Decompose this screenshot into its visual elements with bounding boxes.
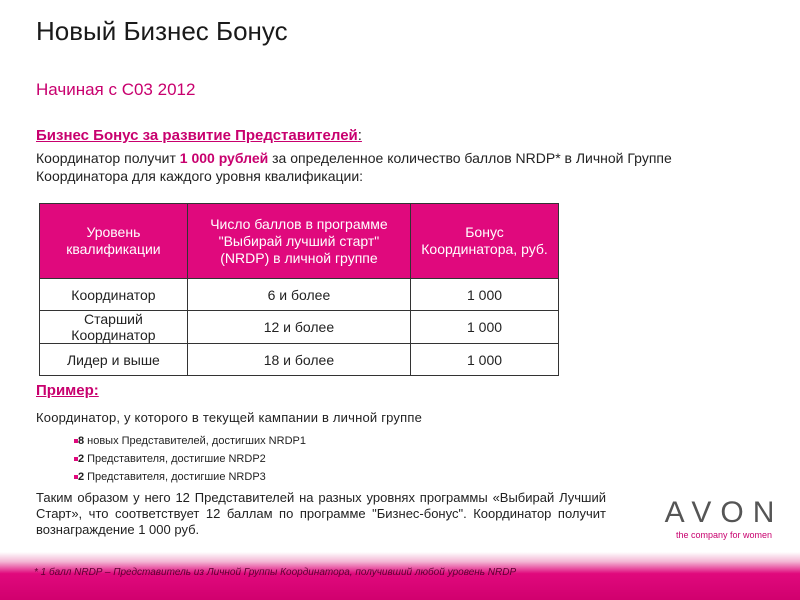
logo-tagline: the company for women <box>675 530 773 540</box>
qualification-table <box>39 203 559 376</box>
avon-logo <box>664 496 784 540</box>
bullet-square-icon <box>74 475 78 479</box>
bullet-text: Представителя, достигшие NRDP2 <box>87 453 266 465</box>
intro-text-after: за определенное количество баллов NRDP* в Личной Группе Координатора для каждого уровня квалификации: <box>36 150 672 184</box>
example-conclusion: Таким образом у него 12 Представителей на разных уровнях программы «Выбирай Лучший Старт», что соответствует 12 баллам по программе "Бизнес-бонус". Координатор получит вознаграждение 1 000 руб. <box>36 490 606 537</box>
bullet-count: 8 <box>78 435 85 447</box>
list-item <box>78 432 306 450</box>
table-row <box>40 311 559 344</box>
intro-paragraph <box>36 149 766 185</box>
footer-footnote: * 1 балл NRDP – Представитель из Личной Группы Координатора, получивший любой уровень NRDP <box>34 567 517 578</box>
section-heading-colon: : <box>357 127 362 144</box>
table-cell-level: Старший Координатор <box>40 311 188 344</box>
table-cell-bonus: 1 000 <box>411 279 559 311</box>
bullet-square-icon <box>74 439 78 443</box>
example-bullet-list <box>78 432 306 486</box>
table-header-points: Число баллов в программе "Выбирай лучший старт" (NRDP) в личной группе <box>187 204 410 279</box>
page-title: Новый Бизнес Бонус <box>36 16 288 46</box>
intro-text-before: Координатор получит <box>36 150 180 166</box>
example-text: Координатор, у которого в текущей кампании в личной группе <box>36 410 423 425</box>
logo-wordmark: AVON <box>664 496 784 529</box>
table-cell-bonus: 1 000 <box>411 311 559 344</box>
table-cell-bonus: 1 000 <box>411 344 559 376</box>
page-subtitle: Начиная с С03 2012 <box>36 80 196 99</box>
table-cell-level: Лидер и выше <box>40 344 188 376</box>
table-cell-points: 6 и более <box>187 279 410 311</box>
list-item <box>78 468 306 486</box>
bullet-text: новых Представителей, достигших NRDP1 <box>87 435 306 447</box>
table-cell-points: 18 и более <box>187 344 410 376</box>
bullet-count: 2 <box>78 471 85 483</box>
table-header-level: Уровень квалификации <box>40 204 188 279</box>
bullet-text: Представителя, достигшие NRDP3 <box>87 471 266 483</box>
table-row <box>40 344 559 376</box>
table-cell-level: Координатор <box>40 279 188 311</box>
example-heading: Пример: <box>36 382 99 399</box>
table-header-row <box>40 204 559 279</box>
list-item <box>78 450 306 468</box>
table-header-bonus: Бонус Координатора, руб. <box>411 204 559 279</box>
section-heading-text: Бизнес Бонус за развитие Представителей <box>36 127 358 144</box>
bullet-count: 2 <box>78 453 85 465</box>
table-row <box>40 279 559 311</box>
bullet-square-icon <box>74 457 78 461</box>
bonus-amount-highlight: 1 000 рублей <box>179 150 269 166</box>
section-heading <box>36 127 362 144</box>
table-cell-points: 12 и более <box>187 311 410 344</box>
